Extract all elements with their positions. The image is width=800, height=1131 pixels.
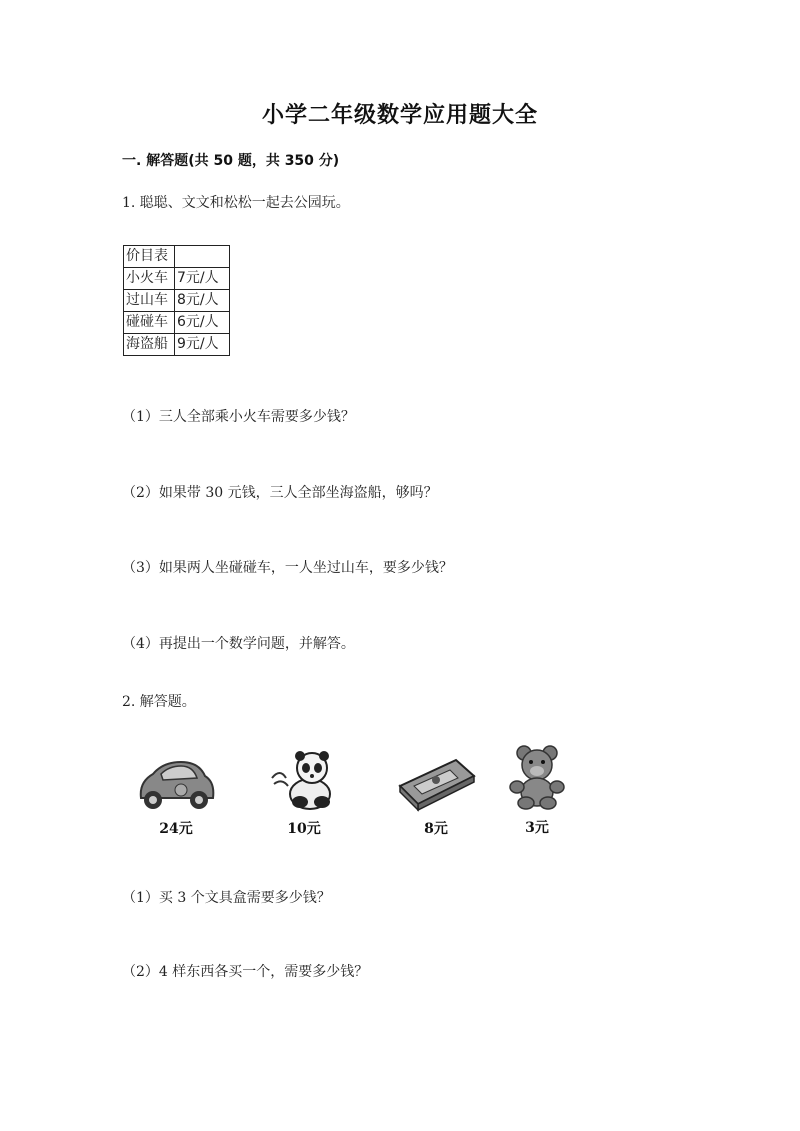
teddy-bear-icon <box>502 745 572 811</box>
item-pencil-box <box>391 752 481 838</box>
toy-car-icon <box>133 752 219 812</box>
item-price: 3元 <box>525 820 549 836</box>
table-row <box>124 246 230 268</box>
question-1-stem: 1. 聪聪、文文和松松一起去公园玩。 <box>122 195 350 211</box>
table-cell: 8元/人 <box>175 290 230 312</box>
item-price: 24元 <box>159 821 193 837</box>
table-cell: 小火车 <box>124 268 175 290</box>
question-1-sub-2: （2）如果带 30 元钱，三人全部坐海盗船，够吗？ <box>122 485 438 501</box>
question-1-sub-4: （4）再提出一个数学问题，并解答。 <box>122 636 355 652</box>
table-cell: 7元/人 <box>175 268 230 290</box>
item-toy-car <box>131 752 221 838</box>
table-cell: 海盗船 <box>124 334 175 356</box>
question-2-sub-1: （1）买 3 个文具盒需要多少钱？ <box>122 890 331 906</box>
section-heading: 一. 解答题(共 50 题，共 350 分) <box>122 153 340 169</box>
question-1-sub-1: （1）三人全部乘小火车需要多少钱？ <box>122 409 355 425</box>
table-row <box>124 334 230 356</box>
table-row <box>124 312 230 334</box>
panda-icon <box>266 748 342 812</box>
table-cell: 碰碰车 <box>124 312 175 334</box>
table-row <box>124 290 230 312</box>
item-panda <box>259 748 349 838</box>
item-price: 10元 <box>287 821 321 837</box>
question-2-sub-2: （2）4 样东西各买一个，需要多少钱？ <box>122 964 369 980</box>
table-cell <box>175 246 230 268</box>
table-cell: 6元/人 <box>175 312 230 334</box>
question-1-sub-3: （3）如果两人坐碰碰车，一人坐过山车，要多少钱？ <box>122 560 453 576</box>
price-table <box>123 245 230 356</box>
item-price: 8元 <box>424 821 448 837</box>
page-title: 小学二年级数学应用题大全 <box>261 103 538 128</box>
question-2-stem: 2. 解答题。 <box>122 694 196 710</box>
pencil-box-icon <box>394 752 478 812</box>
table-cell: 9元/人 <box>175 334 230 356</box>
table-cell: 价目表 <box>124 246 175 268</box>
item-teddy-bear <box>492 745 582 837</box>
table-row <box>124 268 230 290</box>
table-cell: 过山车 <box>124 290 175 312</box>
